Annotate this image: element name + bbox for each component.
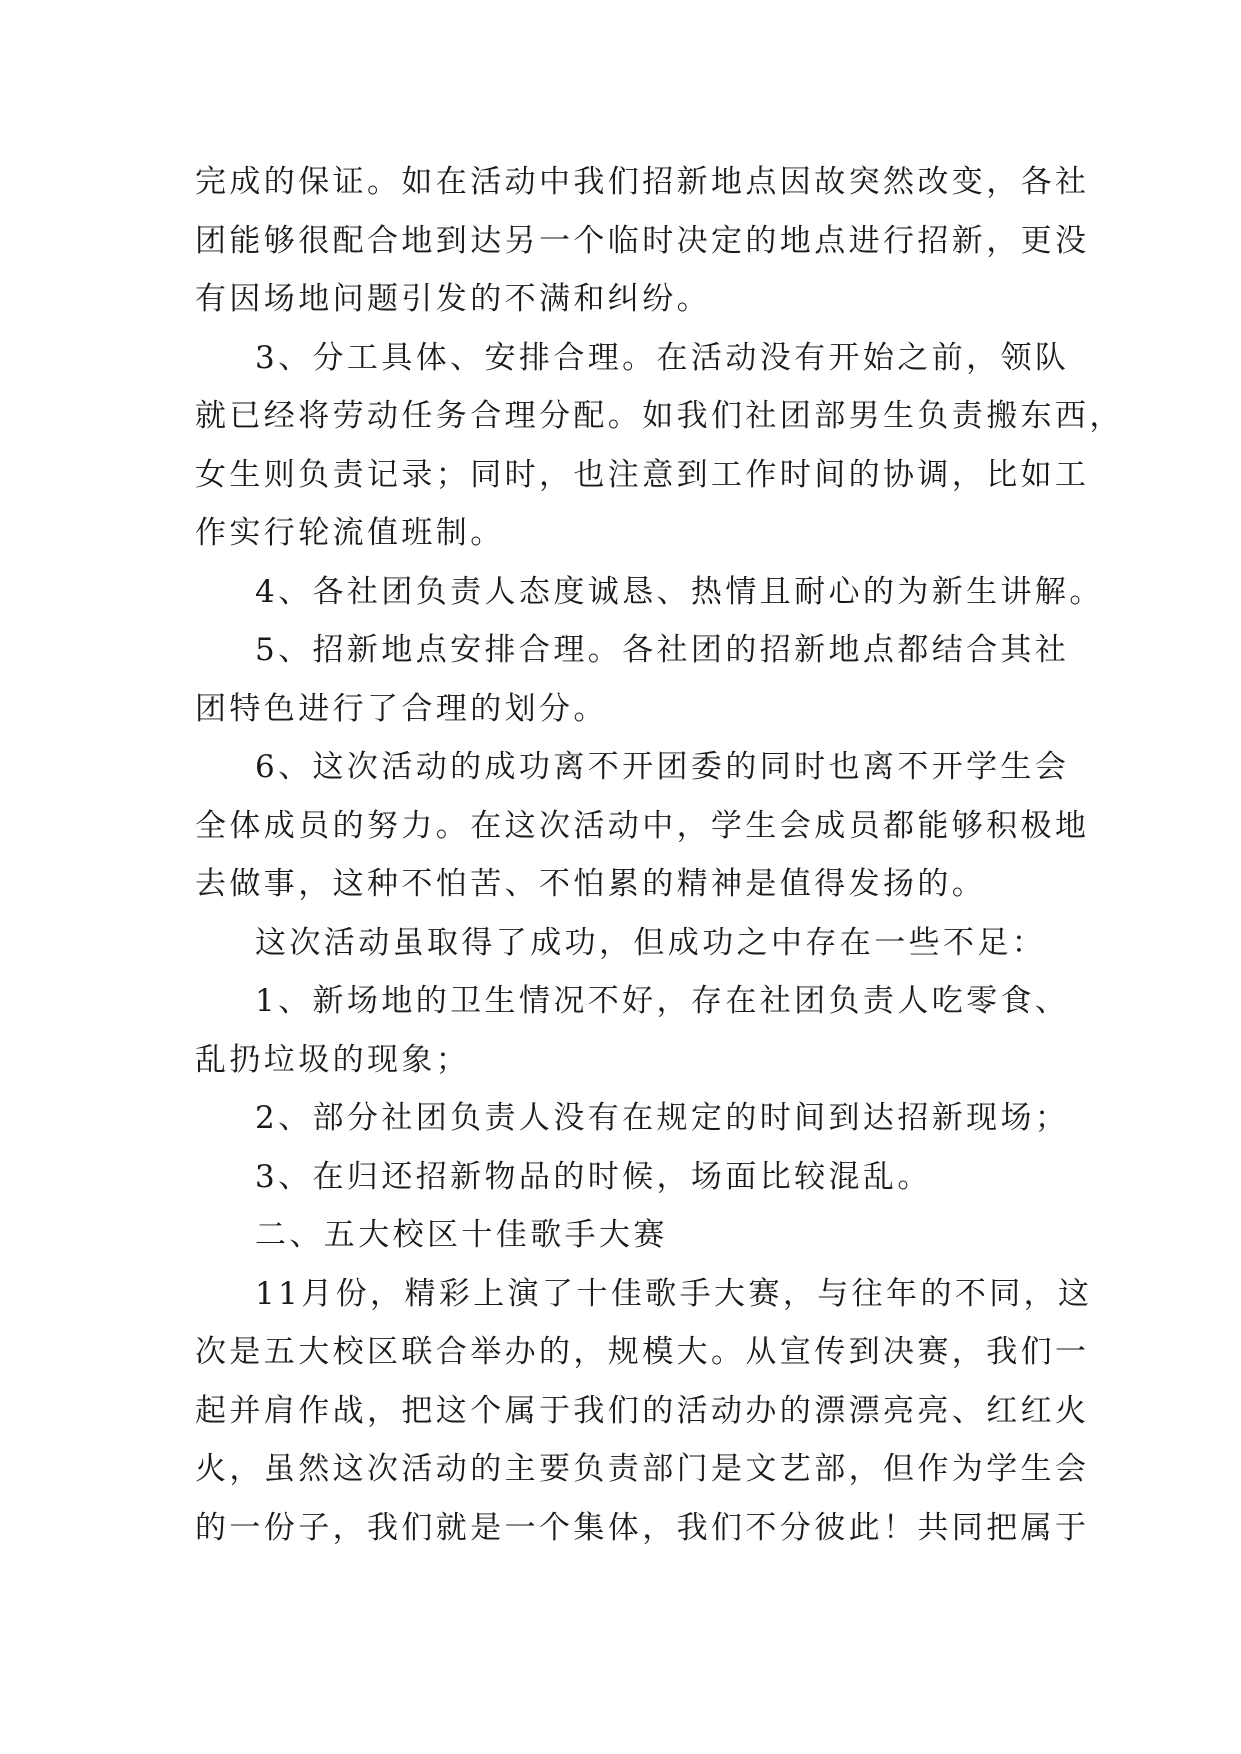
text-line: 11月份，精彩上演了十佳歌手大赛，与往年的不同，这 [255,1276,1093,1312]
section-heading: 二、五大校区十佳歌手大赛 [255,1217,668,1253]
text-line: 这次活动虽取得了成功，但成功之中存在一些不足： [255,925,1047,961]
text-line: 女生则负责记录；同时，也注意到工作时间的协调，比如工 [195,457,1090,493]
text-line: 团能够很配合地到达另一个临时决定的地点进行招新，更没 [195,223,1090,259]
text-line: 有因场地问题引发的不满和纠纷。 [195,281,711,317]
text-line: 全体成员的努力。在这次活动中，学生会成员都能够积极地 [195,808,1090,844]
text-line: 乱扔垃圾的现象； [195,1042,471,1078]
text-line: 团特色进行了合理的划分。 [195,691,608,727]
text-line: 火，虽然这次活动的主要负责部门是文艺部，但作为学生会 [195,1451,1090,1487]
text-line: 4、各社团负责人态度诚恳、热情且耐心的为新生讲解。 [255,574,1104,610]
text-line: 作实行轮流值班制。 [195,515,505,551]
text-line: 的一份子，我们就是一个集体，我们不分彼此！共同把属于 [195,1510,1090,1546]
text-line: 起并肩作战，把这个属于我们的活动办的漂漂亮亮、红红火 [195,1393,1090,1429]
text-line: 1、新场地的卫生情况不好，存在社团负责人吃零食、 [255,983,1070,1019]
text-line: 2、部分社团负责人没有在规定的时间到达招新现场； [255,1100,1070,1136]
text-line: 去做事，这种不怕苦、不怕累的精神是值得发扬的。 [195,866,987,902]
text-line: 3、在归还招新物品的时候，场面比较混乱。 [255,1159,932,1195]
text-line: 次是五大校区联合举办的，规模大。从宣传到决赛，我们一 [195,1334,1090,1370]
text-line: 3、分工具体、安排合理。在活动没有开始之前，领队 [255,340,1070,376]
text-line: 5、招新地点安排合理。各社团的招新地点都结合其社 [255,632,1070,668]
text-line: 就已经将劳动任务合理分配。如我们社团部男生负责搬东西， [195,398,1124,434]
text-line: 完成的保证。如在活动中我们招新地点因故突然改变，各社 [195,164,1090,200]
text-line: 6、这次活动的成功离不开团委的同时也离不开学生会 [255,749,1070,785]
